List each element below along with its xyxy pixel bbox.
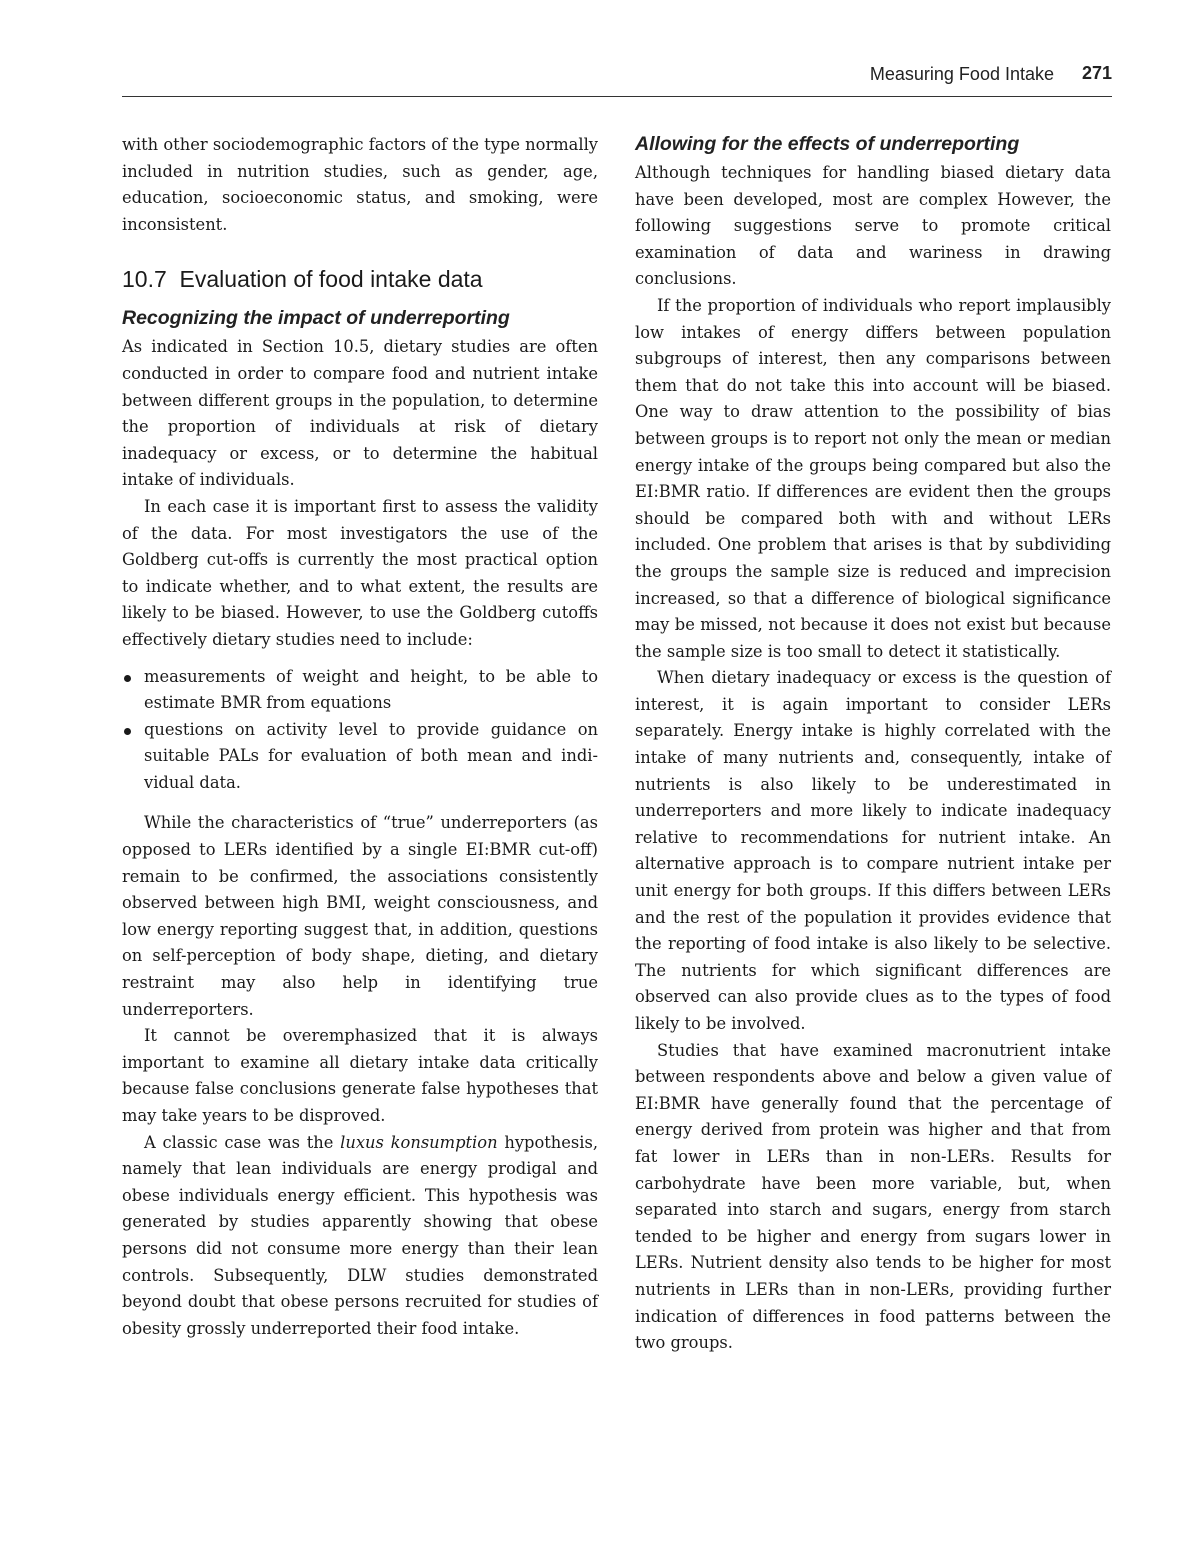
paragraph: While the characteristics of “true” underreporters (as opposed to LERs identified by a single EI:BMR cut-off) remain to be confirmed, the associations consistently observed between high BMI, weight consciousness, and low energy reporting suggest that, in addition, questions on self-perception of body shape, dieting, and dietary restraint may also help in identifying true underreporters. bbox=[122, 813, 598, 1019]
running-title: Measuring Food Intake bbox=[869, 64, 1054, 84]
left-column bbox=[122, 132, 598, 1342]
paragraph-text: A classic case was the bbox=[144, 1132, 341, 1152]
paragraph-text: hypothesis, namely that lean individuals are energy prodigal and obese individuals energy efficient. This hypothesis was generated by studies apparently showing that obese persons did not consume more energy than their lean controls. Subsequently, DLW studies demonstrated beyond doubt that obese persons recruited for studies of obesity grossly underreported their food intake. bbox=[122, 1132, 598, 1338]
bullet-item bbox=[122, 717, 598, 797]
intro-paragraph: with other sociodemographic factors of the type normally included in nutrition studies, such as gender, age, education, socioeconomic status, and smoking, were inconsistent. bbox=[122, 135, 598, 234]
paragraph: Studies that have examined macronutrient intake between respondents above and below a given value of EI:BMR have generally found that the percentage of energy derived from protein was higher and that from fat lower in LERs than in non-LERs. Results for carbohydrate have been more variable, but, when separated into starch and sugars, energy from starch tended to be higher and energy from sugars lower in LERs. Nutrient density also tends to be higher for most nutrients in LERs than in non-LERs, providing further indication of differences in food patterns between the two groups. bbox=[635, 1040, 1111, 1353]
paragraph: It cannot be overemphasized that it is always important to examine all dietary intake data critically because false conclusions generate false hypotheses that may take years to be disproved. bbox=[122, 1026, 598, 1125]
subheading-allowing: Allowing for the effects of underreporting bbox=[635, 133, 1020, 155]
italic-term: luxus konsumption bbox=[340, 1132, 498, 1152]
paragraph: If the proportion of individuals who report implausibly low intakes of energy differs between population subgroups of interest, then any comparisons between them that do not take this into account will be biased. One way to draw attention to the possibility of bias between groups is to report not only the mean or median energy intake of the groups being compared but also the EI:BMR ratio. If differences are evident then the groups should be compared both with and without LERs included. One problem that arises is that by subdividing the groups the sample size is reduced and imprecision increased, so that a difference of biological significance may be missed, not because it does not exist but because the sample size is too small to detect it statistically. bbox=[635, 295, 1111, 661]
section-title: Evaluation of food intake data bbox=[179, 266, 483, 293]
paragraph: In each case it is important first to assess the validity of the data. For most investigators the use of the Goldberg cut-offs is currently the most practical option to indicate whether, and to what extent, the results are likely to be biased. However, to use the Goldberg cutoffs effectively dietary studies need to include: bbox=[122, 496, 598, 649]
section-heading bbox=[122, 264, 598, 294]
bullet-list bbox=[122, 664, 598, 797]
paragraph bbox=[122, 1130, 598, 1343]
bullet-icon bbox=[124, 728, 131, 735]
bullet-item bbox=[122, 664, 598, 717]
bullet-text: measurements of weight and height, to be able to estimate BMR from equations bbox=[144, 666, 598, 713]
paragraph: When dietary inadequacy or excess is the question of interest, it is again important to consider LERs separately. Energy intake is highly correlated with the intake of many nutrients and, consequently, intake of nutrients is also likely to be underestimated in underreporters and more likely to indicate inadequacy relative to recommendations for nutrient intake. An alternative approach is to compare nutrient intake per unit energy for both groups. If this differs between LERs and the rest of the population it provides evidence that the reporting of food intake is also likely to be selective. The nutrients for which significant differences are observed can also provide clues as to the types of food likely to be involved. bbox=[635, 668, 1111, 1033]
right-column bbox=[635, 132, 1111, 1357]
bullet-icon bbox=[124, 675, 131, 682]
section-number: 10.7 bbox=[122, 266, 167, 293]
paragraph: As indicated in Section 10.5, dietary studies are often conducted in order to compare food and nutrient intake between different groups in the population, to determine the proportion of individuals at risk of dietary inadequacy or excess, or to determine the habitual intake of individuals. bbox=[122, 337, 598, 490]
bullet-text: questions on activity level to provide guidance on suitable PALs for evaluation of both mean and individual data. bbox=[144, 719, 598, 792]
page-number: 271 bbox=[1081, 63, 1112, 83]
subheading-recognizing: Recognizing the impact of underreporting bbox=[122, 307, 510, 330]
paragraph: Although techniques for handling biased dietary data have been developed, most are complex However, the following suggestions serve to promote critical examination of data and wariness in drawing conclusions. bbox=[635, 163, 1111, 289]
page-header bbox=[122, 62, 1112, 97]
